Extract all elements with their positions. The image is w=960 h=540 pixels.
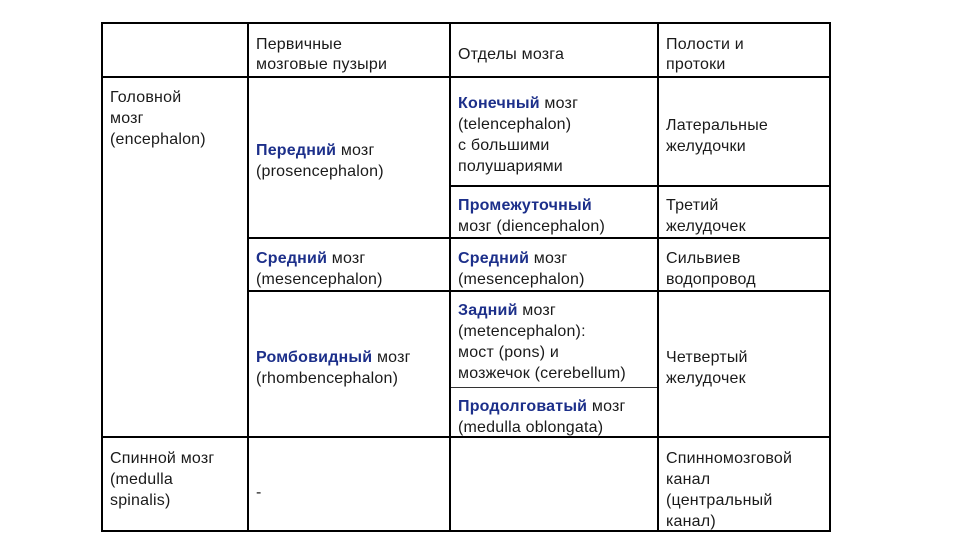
midbrain-text: мозг (mesencephalon) <box>256 250 383 288</box>
rhombencephalon-text: мозг (rhombencephalon) <box>256 349 411 387</box>
table-border-top <box>101 22 831 24</box>
metencephalon-keyword: Задний <box>458 302 518 319</box>
column-divider <box>247 22 249 532</box>
header-brain-divisions: Отделы мозга <box>458 46 565 63</box>
telencephalon-keyword: Конечный <box>458 95 540 112</box>
spinal-primary-dash: - <box>256 484 262 501</box>
diencephalon-keyword: Промежуточный <box>458 197 592 214</box>
header-primary-vesicles: Первичные мозговые пузыри <box>256 36 388 73</box>
forebrain-cell <box>256 140 384 182</box>
sylvian-aqueduct-cell: Сильвиев водопровод <box>666 250 756 288</box>
row-divider <box>247 237 831 239</box>
row-label-encephalon: Головной мозг (encephalon) <box>110 89 206 148</box>
mesencephalon-cell <box>458 248 585 290</box>
diencephalon-text: мозг (diencephalon) <box>458 218 605 235</box>
forebrain-text: мозг (prosencephalon) <box>256 142 384 180</box>
mesencephalon-keyword: Средний <box>458 250 530 267</box>
telencephalon-text: мозг (telencephalon) с большими полушариями <box>458 95 579 175</box>
metencephalon-cell <box>458 300 626 384</box>
fourth-ventricle-cell: Четвертый желудочек <box>666 349 748 387</box>
table-border-left <box>101 22 103 532</box>
forebrain-keyword: Передний <box>256 142 337 159</box>
column-divider <box>449 22 451 532</box>
header-cavities: Полости и протоки <box>666 36 744 73</box>
telencephalon-cell <box>458 93 578 177</box>
midbrain-keyword: Средний <box>256 250 328 267</box>
row-divider <box>449 185 831 187</box>
medulla-keyword: Продолговатый <box>458 398 588 415</box>
diencephalon-cell <box>458 195 605 237</box>
rhombencephalon-keyword: Ромбовидный <box>256 349 373 366</box>
mesencephalon-text: мозг (mesencephalon) <box>458 250 585 288</box>
metencephalon-text: мозг (metencephalon): мост (pons) и мозжечок (cerebellum) <box>458 302 626 382</box>
column-divider <box>657 22 659 532</box>
medulla-oblongata-cell <box>458 396 626 438</box>
table-border-right <box>829 22 831 532</box>
row-divider <box>247 290 831 292</box>
third-ventricle-cell: Третий желудочек <box>666 197 746 235</box>
midbrain-primary-cell <box>256 248 383 290</box>
medulla-text: мозг (medulla oblongata) <box>458 398 626 436</box>
row-label-spinal-cord: Спинной мозг (medulla spinalis) <box>110 450 215 509</box>
header-divider <box>101 76 831 78</box>
rhombencephalon-cell <box>256 347 411 389</box>
row-divider <box>449 387 658 388</box>
spinal-canal-cell: Спинномозговой канал (центральный канал) <box>666 450 793 530</box>
lateral-ventricles-cell: Латеральные желудочки <box>666 117 768 155</box>
